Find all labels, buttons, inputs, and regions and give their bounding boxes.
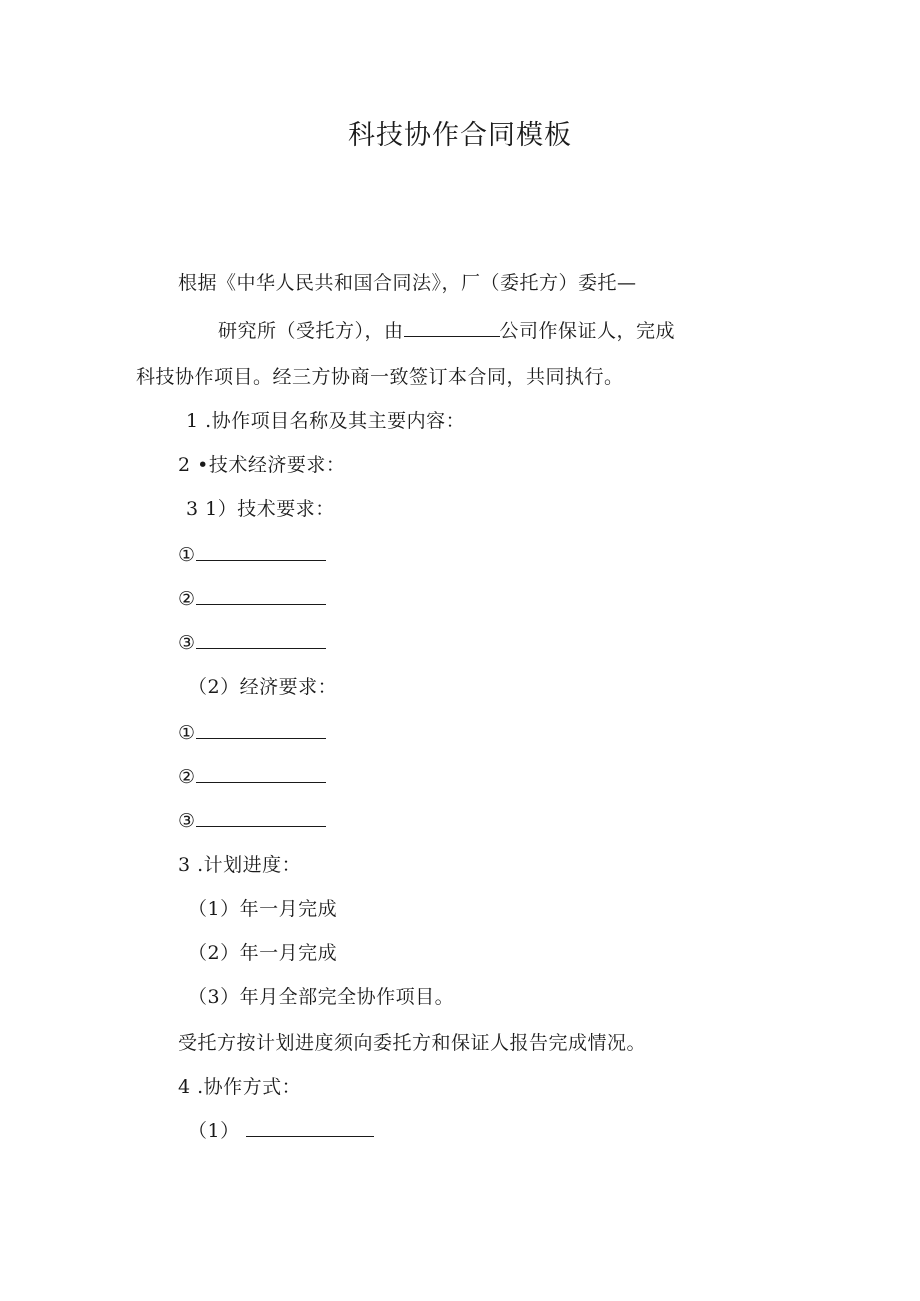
intro-line-3: 科技协作项目。经三方协商一致签订本合同，共同执行。 <box>136 366 624 388</box>
circled-number-3: ③ <box>178 632 196 654</box>
econ-item-3-blank <box>196 806 326 827</box>
tech-item-1-blank <box>196 540 326 561</box>
tech-item-3-blank <box>196 628 326 649</box>
econ-item-3 <box>178 806 326 836</box>
section-1-heading: 1 .协作项目名称及其主要内容： <box>186 410 466 432</box>
section-3-heading: 3 .计划进度： <box>178 854 302 876</box>
tech-item-2 <box>178 584 326 614</box>
circled-number-3: ③ <box>178 810 196 832</box>
econ-requirements-heading: （2）经济要求： <box>188 676 338 698</box>
econ-item-1 <box>178 718 326 748</box>
econ-item-1-blank <box>196 718 326 739</box>
tech-item-3 <box>178 628 326 658</box>
tech-item-2-blank <box>196 584 326 605</box>
method-item-1-blank <box>246 1116 374 1137</box>
guarantor-blank <box>404 316 500 337</box>
method-item-1 <box>188 1116 374 1146</box>
schedule-item-2: （2）年一月完成 <box>188 942 338 964</box>
tech-requirements-heading: 3 1）技术要求： <box>186 498 335 520</box>
circled-number-2: ② <box>178 588 196 610</box>
intro-line-1: 根据《中华人民共和国合同法》，厂（委托方）委托— <box>178 272 637 294</box>
schedule-item-1: （1）年一月完成 <box>188 898 338 920</box>
method-item-1-label: （1） <box>188 1120 240 1142</box>
document-title: 科技协作合同模板 <box>348 120 572 151</box>
circled-number-2: ② <box>178 766 196 788</box>
intro-line-2-end: 公司作保证人，完成 <box>499 320 676 342</box>
section-2-heading: 2 •技术经济要求： <box>178 454 346 476</box>
schedule-item-3: （3）年月全部完全协作项目。 <box>188 986 455 1008</box>
econ-item-2-blank <box>196 762 326 783</box>
intro-line-2-start: 研究所（受托方），由 <box>218 320 404 342</box>
circled-number-1: ① <box>178 722 196 744</box>
section-4-heading: 4 .协作方式： <box>178 1076 302 1098</box>
tech-item-1 <box>178 540 326 570</box>
intro-line-2 <box>218 316 675 346</box>
circled-number-1: ① <box>178 544 196 566</box>
econ-item-2 <box>178 762 326 792</box>
report-note: 受托方按计划进度须向委托方和保证人报告完成情况。 <box>178 1032 647 1054</box>
